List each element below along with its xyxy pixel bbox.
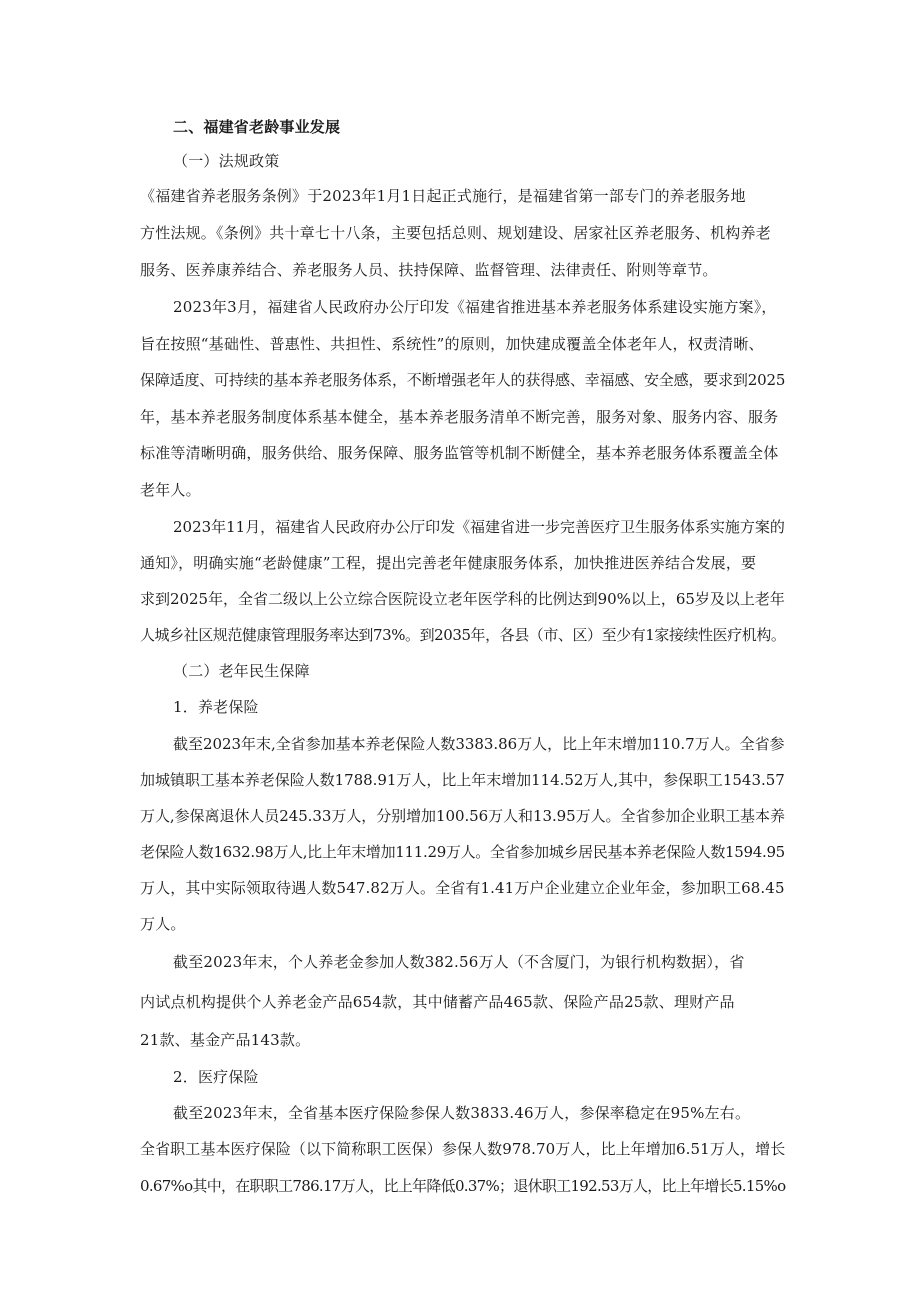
item-heading-medical: 2．医疗保险: [173, 1068, 259, 1086]
subsection-heading-livelihood: （二）老年民生保障: [173, 662, 310, 680]
text-line: 老保险人数1632.98万人,比上年末增加111.29万人。全省参加城乡居民基本养老保险人数1594.95: [140, 843, 785, 861]
text-line: 通知》，明确实施“老龄健康”工程，提出完善老年健康服务体系，加快推进医养结合发展，要: [140, 554, 757, 572]
text-line: 服务、医养康养结合、养老服务人员、扶持保障、监督管理、法律责任、附则等章节。: [140, 261, 718, 279]
text-line: 旨在按照“基础性、普惠性、共担性、系统性”的原则，加快建成覆盖全体老年人，权责清晰、: [140, 335, 764, 353]
text-line: 万人，其中实际领取待遇人数547.82万人。全省有1.41万户企业建立企业年金，参加职工68.45: [140, 879, 785, 897]
text-line: 《福建省养老服务条例》于2023年1月1日起正式施行，是福建省第一部专门的养老服务地: [140, 187, 746, 205]
text-line: 截至2023年末,全省参加基本养老保险人数3383.86万人，比上年末增加110.7万人。全省参: [173, 735, 785, 753]
text-line: 0.67%o其中，在职职工786.17万人，比上年降低0.37%；退休职工192.53万人，比上年增长5.15%o: [140, 1177, 786, 1195]
text-line: 方性法规。《条例》共十章七十八条，主要包括总则、规划建设、居家社区养老服务、机构养老: [140, 224, 771, 242]
section-title: 二、福建省老龄事业发展: [173, 118, 341, 136]
text-line: 全省职工基本医疗保险（以下简称职工医保）参保人数978.70万人，比上年增加6.51万人，增长: [140, 1140, 786, 1158]
text-line: 21款、基金产品143款。: [140, 1031, 311, 1049]
subsection-heading-regulations: （一）法规政策: [173, 152, 280, 170]
text-line: 截至2023年末，全省基本医疗保险参保人数3833.46万人，参保率稳定在95%左右。: [173, 1104, 751, 1122]
text-line: 求到2025年，全省二级以上公立综合医院设立老年医学科的比例达到90%以上，65岁及以上老年: [140, 590, 785, 608]
text-line: 人城乡社区规范健康管理服务率达到73%。到2035年，各县（市、区）至少有1家接续性医疗机构。: [140, 626, 786, 644]
text-line: 内试点机构提供个人养老金产品654款，其中储蓄产品465款、保险产品25款、理财产品: [140, 993, 735, 1011]
text-line: 保障适度、可持续的基本养老服务体系，不断增强老年人的获得感、幸福感、安全感，要求到2025: [140, 371, 786, 389]
text-line: 2023年3月，福建省人民政府办公厅印发《福建省推进基本养老服务体系建设实施方案》，: [173, 298, 777, 316]
text-line: 万人。: [140, 915, 186, 933]
text-line: 2023年11月，福建省人民政府办公厅印发《福建省进一步完善医疗卫生服务体系实施方案的: [173, 518, 785, 536]
text-line: 标准等清晰明确，服务供给、服务保障、服务监管等机制不断健全，基本养老服务体系覆盖全体: [140, 444, 779, 462]
text-line: 加城镇职工基本养老保险人数1788.91万人，比上年末增加114.52万人,其中，参保职工1543.57: [140, 771, 785, 789]
text-line: 老年人。: [140, 481, 201, 499]
text-line: 年，基本养老服务制度体系基本健全，基本养老服务清单不断完善，服务对象、服务内容、服务: [140, 408, 779, 426]
text-line: 万人,参保离退休人员245.33万人，分别增加100.56万人和13.95万人。全省参加企业职工基本养: [140, 807, 785, 825]
text-line: 截至2023年末，个人养老金参加人数382.56万人（不含厦门，为银行机构数据），省: [173, 953, 745, 971]
item-heading-pension: 1．养老保险: [173, 698, 259, 716]
